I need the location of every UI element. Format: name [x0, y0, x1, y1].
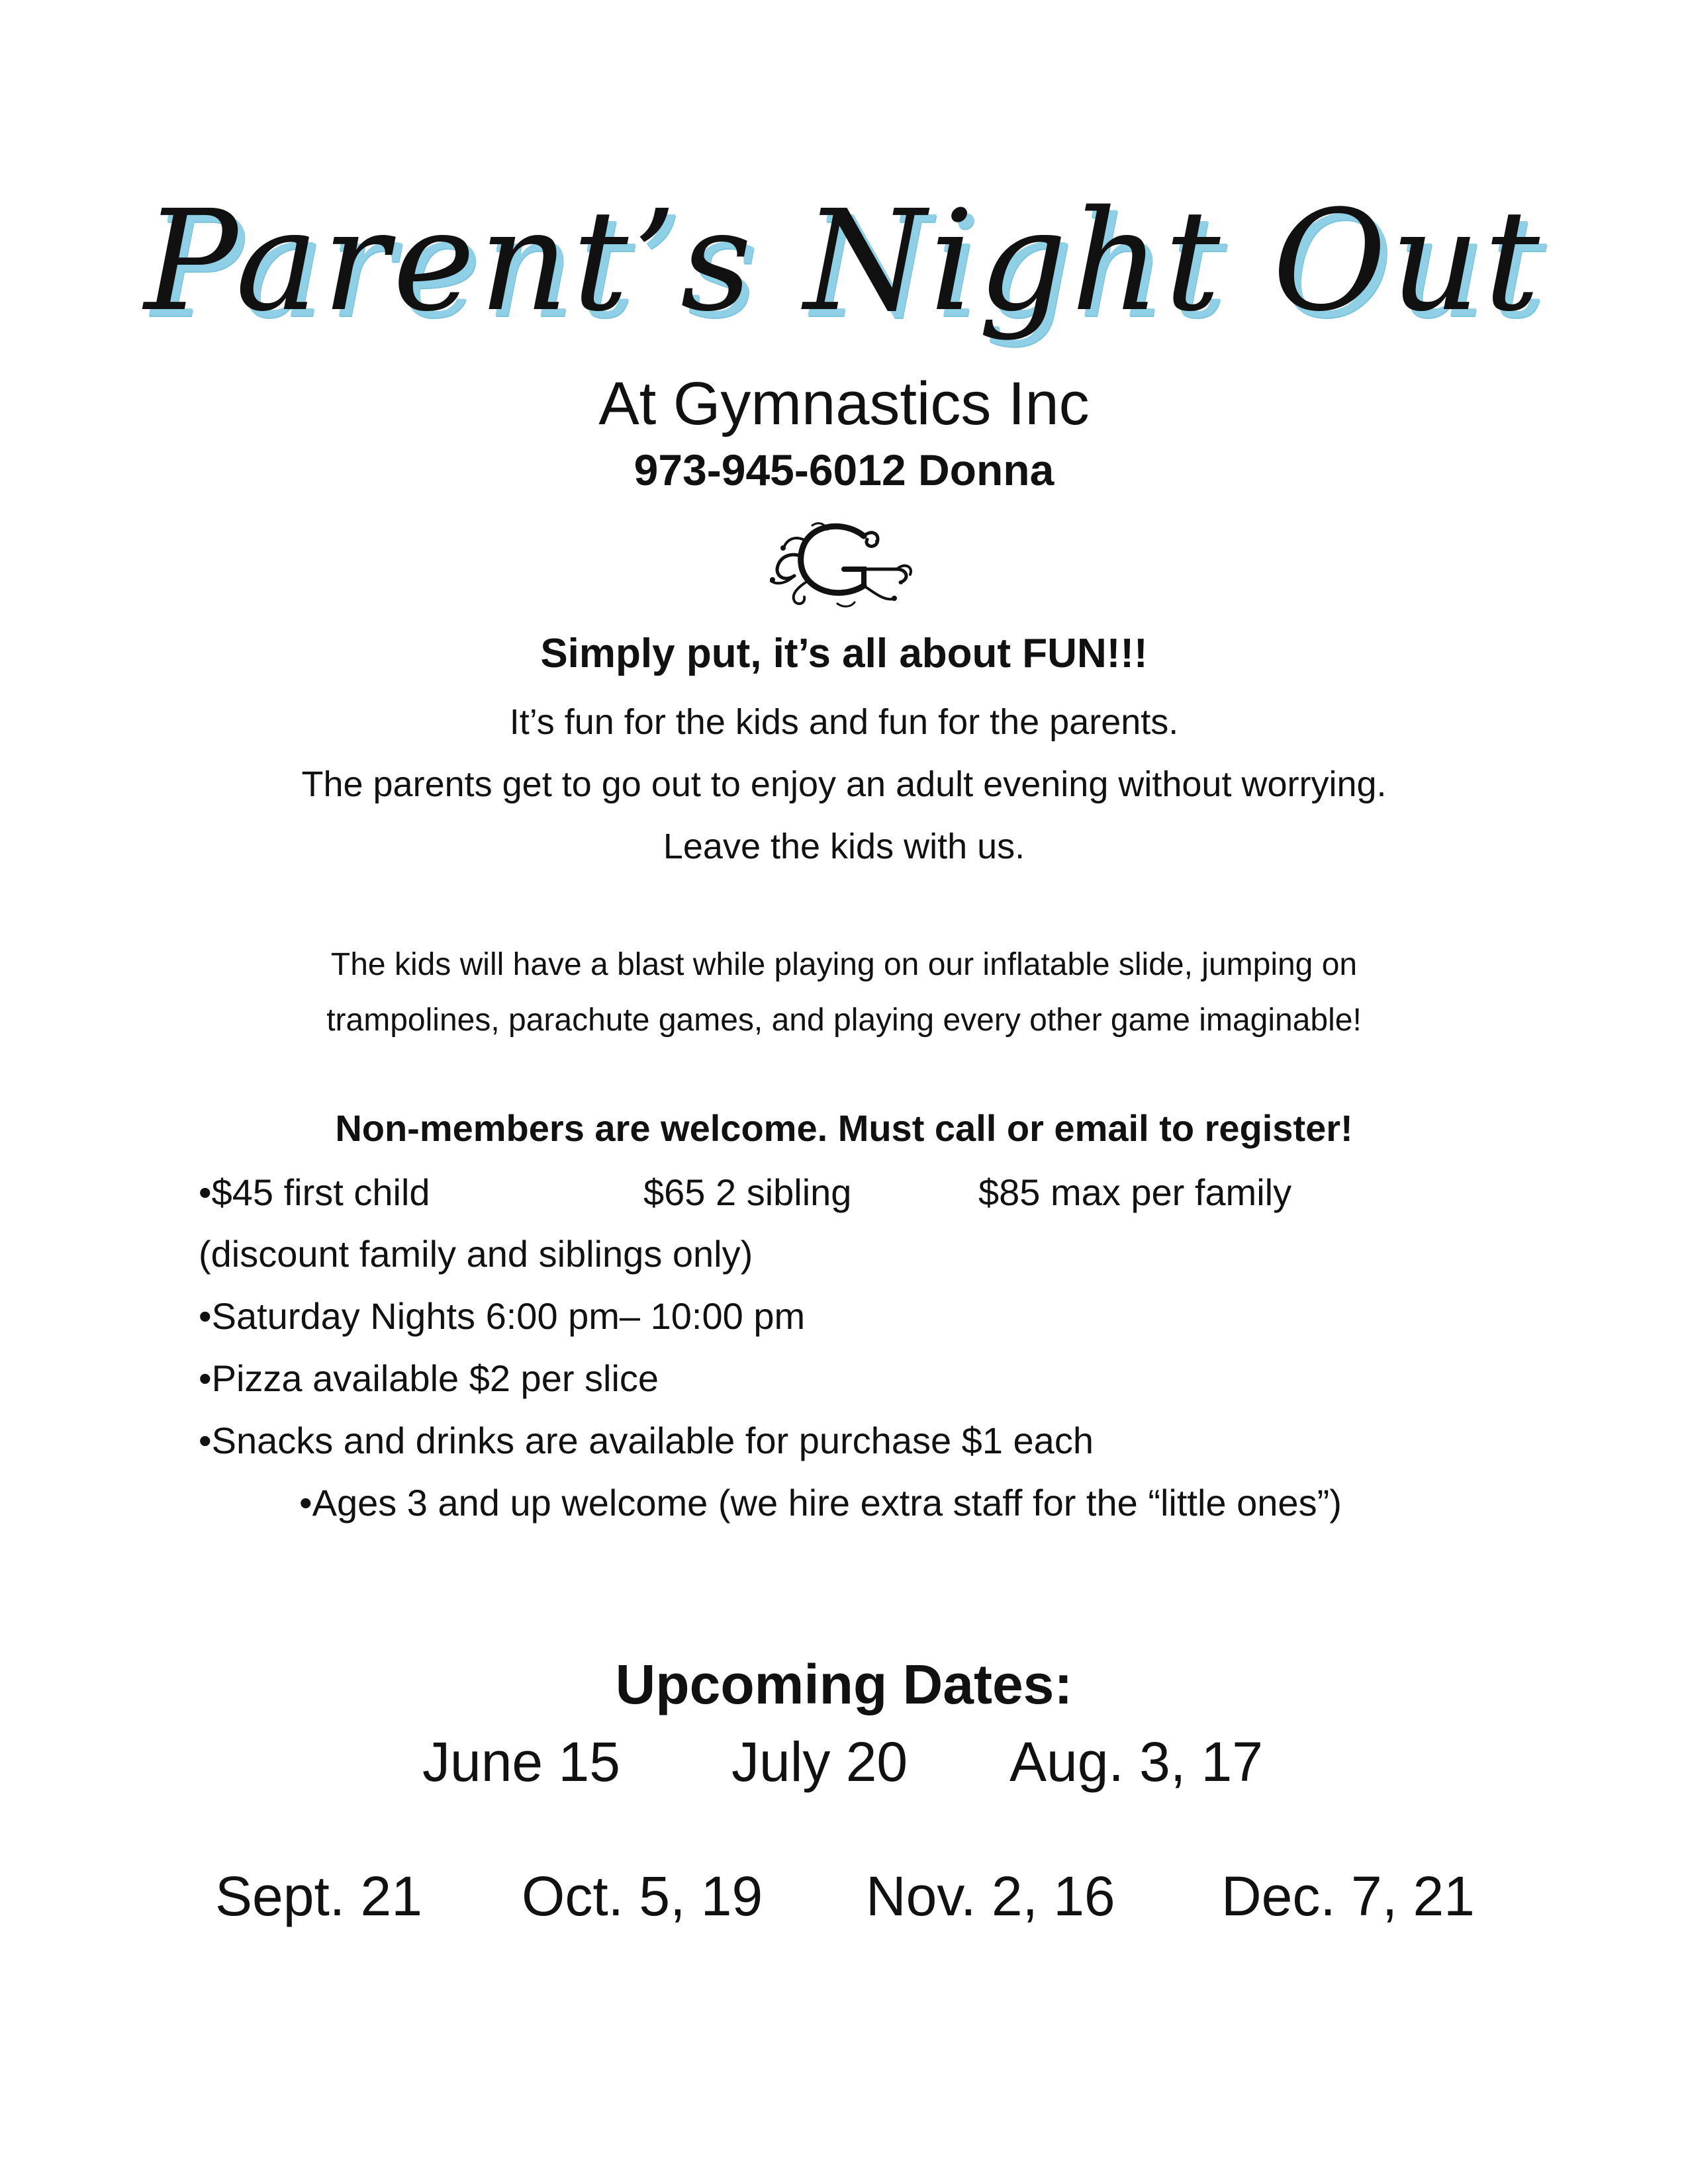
intro-line-1: It’s fun for the kids and fun for the parents. — [509, 702, 1179, 742]
date-june: June 15 — [422, 1731, 620, 1793]
date-november: Nov. 2, 16 — [866, 1865, 1115, 1927]
detail-snacks: •Snacks and drinks are available for purchase $1 each — [199, 1420, 1094, 1461]
date-july: July 20 — [731, 1731, 908, 1793]
tagline: Simply put, it’s all about FUN!!! — [540, 631, 1148, 676]
activities-line-2: trampolines, parachute games, and playing every other game imaginable! — [326, 1003, 1362, 1038]
discount-note: (discount family and siblings only) — [199, 1233, 753, 1275]
detail-pizza: •Pizza available $2 per slice — [199, 1357, 659, 1399]
contact-phone: 973-945-6012 Donna — [633, 445, 1055, 494]
date-september: Sept. 21 — [215, 1865, 422, 1927]
price-two-sibling: $65 2 sibling — [643, 1171, 852, 1213]
upcoming-dates-heading: Upcoming Dates: — [615, 1653, 1073, 1715]
price-max-family: $85 max per family — [978, 1171, 1292, 1213]
detail-ages: •Ages 3 and up welcome (we hire extra staff for the “little ones”) — [299, 1482, 1342, 1524]
flyer-subtitle: At Gymnastics Inc — [598, 370, 1090, 437]
ornate-g-monogram-icon — [765, 516, 917, 609]
date-december: Dec. 7, 21 — [1221, 1865, 1475, 1927]
price-first-child: •$45 first child — [199, 1171, 430, 1213]
intro-line-2: The parents get to go out to enjoy an adult evening without worrying. — [301, 764, 1387, 804]
activities-line-1: The kids will have a blast while playing on our inflatable slide, jumping on — [330, 947, 1358, 982]
registration-note: Non-members are welcome. Must call or email to register! — [335, 1107, 1353, 1149]
detail-hours: •Saturday Nights 6:00 pm– 10:00 pm — [199, 1295, 806, 1337]
date-october: Oct. 5, 19 — [522, 1865, 763, 1927]
flyer-title: Parent’s Night Out — [144, 180, 1544, 342]
date-august: Aug. 3, 17 — [1009, 1731, 1263, 1793]
intro-line-3: Leave the kids with us. — [663, 827, 1025, 866]
